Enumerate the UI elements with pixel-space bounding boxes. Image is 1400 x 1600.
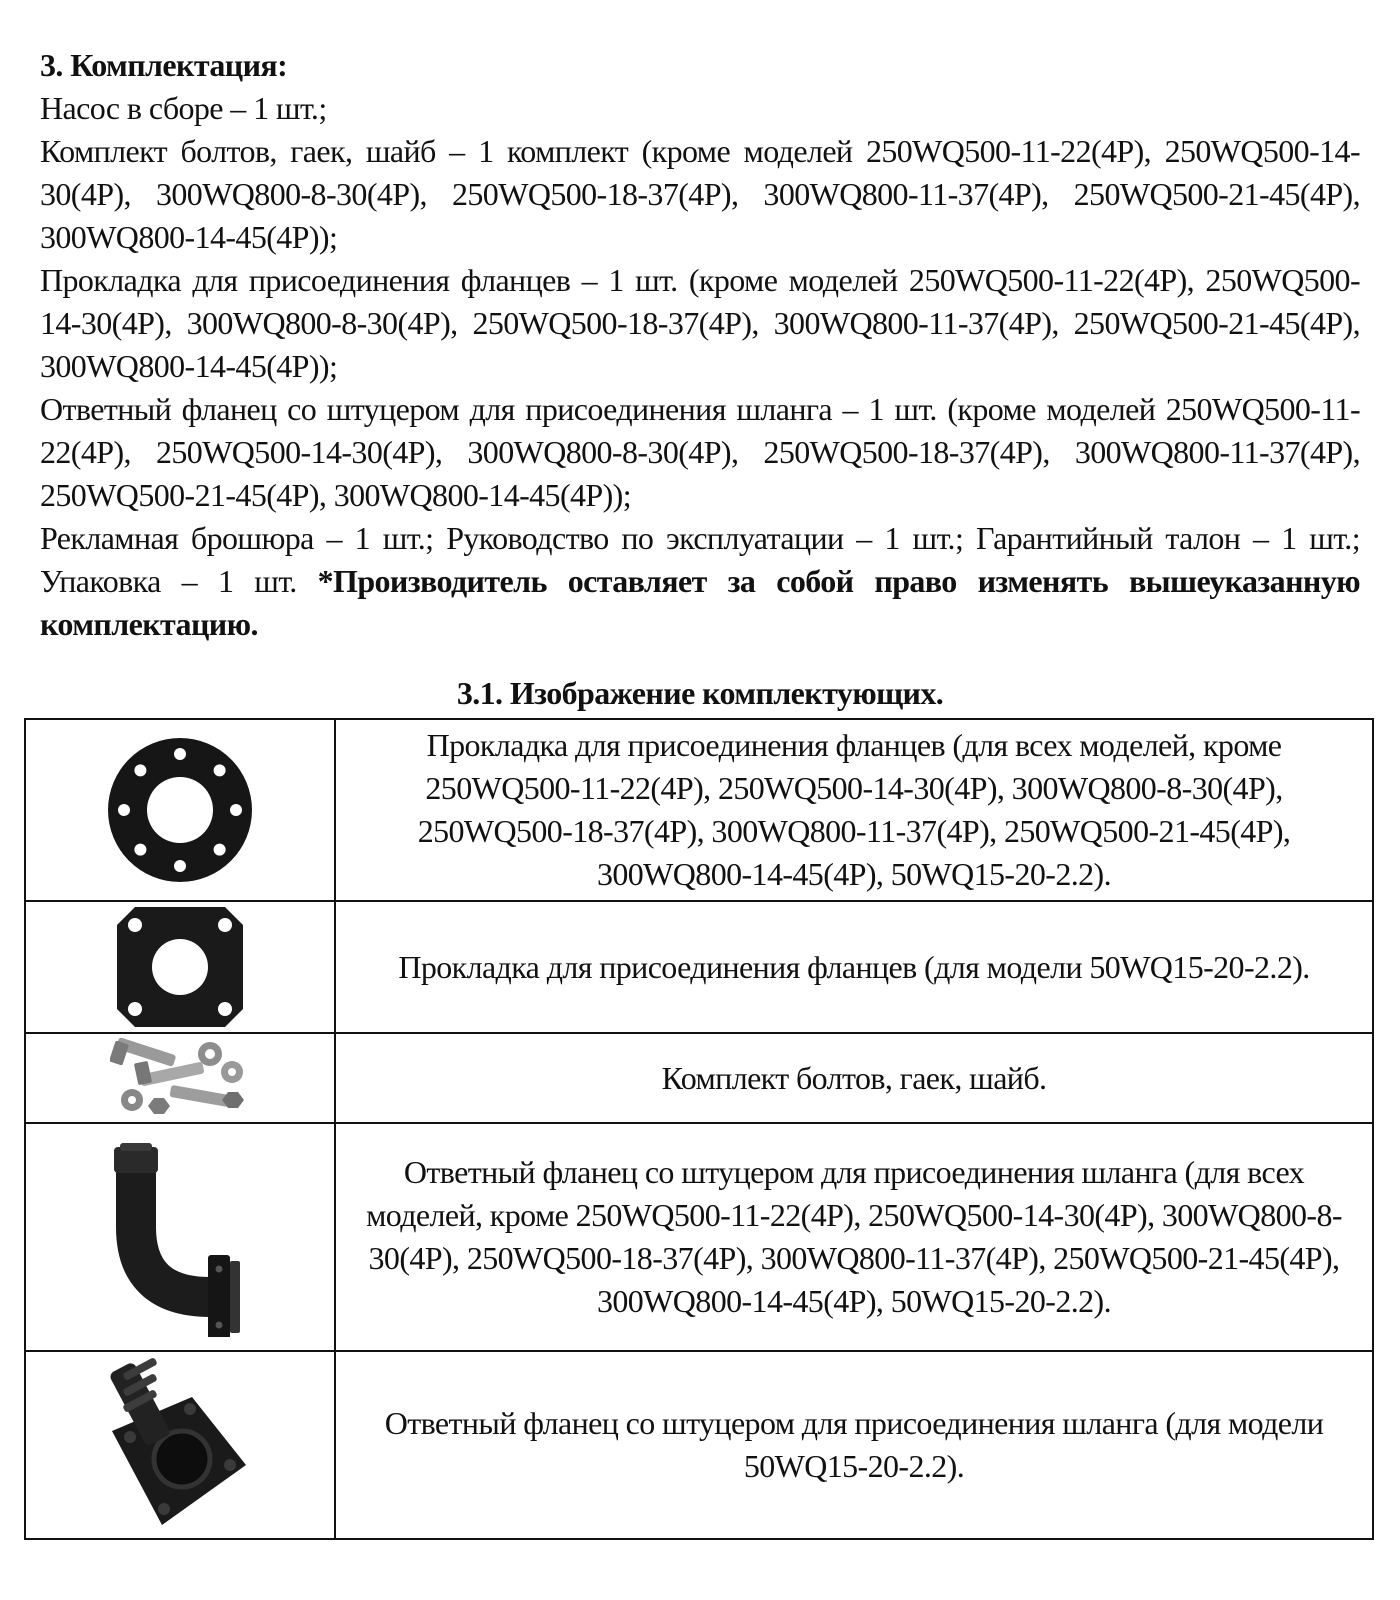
manufacturer-note: *Производитель оставляет за собой право изменять вышеуказанную комплектацию. [40,563,1360,642]
contents-line: Прокладка для присоединения фланцев – 1 шт. (кроме моделей 250WQ500-11-22(4P), 250WQ500-14-30(4P), 300WQ800-8-30(4P), 250WQ500-18-37(4P), 300WQ800-11-37(4P), 250WQ500-21-45(4P), 300WQ800-14-45(4P)); [40,262,1360,384]
bolts-nuts-washers-icon [110,1038,250,1118]
table-row [25,1351,1373,1539]
contents-line: Ответный фланец со штуцером для присоединения шланга – 1 шт. (кроме моделей 250WQ500-11-22(4P), 250WQ500-14-30(4P), 300WQ800-8-30(4P), 250WQ500-18-37(4P), 300WQ800-11-37(4P), 250WQ500-21-45(4P), 300WQ800-14-45(4P)); [40,391,1360,513]
image-cell [25,1123,335,1351]
image-cell [25,719,335,901]
contents-line: Комплект болтов, гаек, шайб – 1 комплект (кроме моделей 250WQ500-11-22(4P), 250WQ500-14-30(4P), 300WQ800-8-30(4P), 250WQ500-18-37(4P), 300WQ800-11-37(4P), 250WQ500-21-45(4P), 300WQ800-14-45(4P)); [40,133,1360,255]
table-row [25,1123,1373,1351]
square-gasket-icon [115,905,245,1029]
round-gasket-icon [100,730,260,890]
image-cell [25,901,335,1033]
section-title: 3. Комплектация: [40,47,288,83]
contents-line: Насос в сборе – 1 шт.; [40,90,327,126]
contents-line-last [40,517,1360,646]
table-row [25,719,1373,901]
table-row [25,901,1373,1033]
table-row [25,1033,1373,1123]
components-table [24,718,1374,1540]
contents-line-normal: Рекламная брошюра – 1 шт.; Руководство по эксплуатации – 1 шт.; Гарантийный талон – 1 шт.; Упаковка – 1 шт. [40,520,1360,599]
square-flange-fitting-icon [100,1355,260,1535]
image-cell [25,1351,335,1539]
component-description: Ответный фланец со штуцером для присоединения шланга (для всех моделей, кроме 250WQ500-11-22(4P), 250WQ500-14-30(4P), 300WQ800-8-30(4P), 250WQ500-18-37(4P), 300WQ800-11-37(4P), 250WQ500-21-45(4P), 300WQ800-14-45(4P), 50WQ15-20-2.2). [335,1123,1373,1351]
image-cell [25,1033,335,1123]
elbow-flange-icon [100,1137,260,1337]
component-description: Прокладка для присоединения фланцев (для всех моделей, кроме 250WQ500-11-22(4P), 250WQ500-14-30(4P), 300WQ800-8-30(4P), 250WQ500-18-37(4P), 300WQ800-11-37(4P), 250WQ500-21-45(4P), 300WQ800-14-45(4P), 50WQ15-20-2.2). [335,719,1373,901]
component-description: Комплект болтов, гаек, шайб. [335,1033,1373,1123]
component-description: Ответный фланец со штуцером для присоединения шланга (для модели 50WQ15-20-2.2). [335,1351,1373,1539]
contents-section [40,44,1360,646]
subsection-title: 3.1. Изображение комплектующих. [456,675,944,711]
component-description: Прокладка для присоединения фланцев (для модели 50WQ15-20-2.2). [335,901,1373,1033]
